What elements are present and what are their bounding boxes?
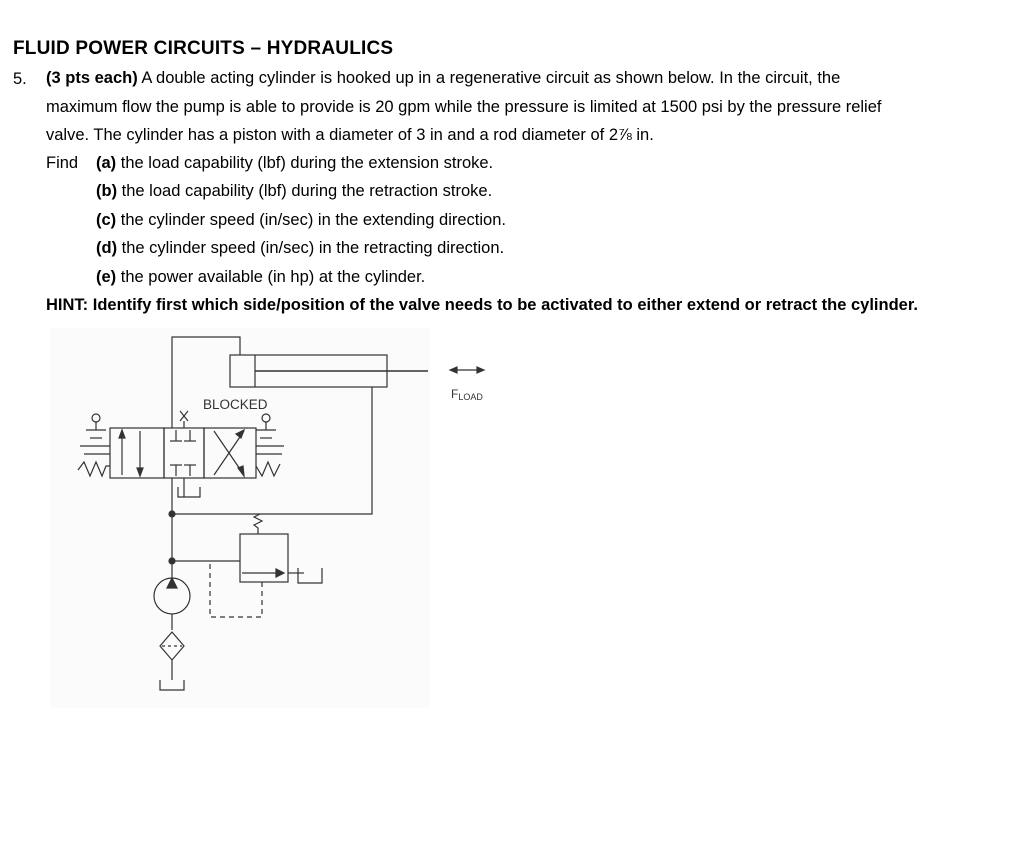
problem-statement-line-2: maximum flow the pump is able to provide is 20 gpm while the pressure is limited at 1500 psi by the pressure relief	[46, 98, 882, 116]
question-text: the load capability (lbf) during the extension stroke.	[116, 154, 494, 172]
question-b	[96, 182, 492, 201]
points-label: (3 pts each)	[46, 69, 138, 87]
question-tag: (d)	[96, 239, 118, 257]
question-c	[96, 211, 506, 230]
hint-text: HINT: Identify first which side/position of the valve needs to be activated to either extend or retract the cylinder.	[46, 296, 918, 314]
problem-number: 5.	[13, 70, 27, 88]
question-text: the power available (in hp) at the cylinder.	[116, 268, 426, 286]
page-title: FLUID POWER CIRCUITS – HYDRAULICS	[13, 38, 394, 59]
question-text: the cylinder speed (in/sec) in the extending direction.	[116, 211, 506, 229]
question-tag: (b)	[96, 182, 118, 200]
regenerative-circuit-diagram	[50, 328, 510, 710]
question-tag: (e)	[96, 268, 117, 286]
problem-statement-line-3: valve. The cylinder has a piston with a diameter of 3 in and a rod diameter of 2⅞ in.	[46, 126, 654, 144]
statement-text-1: A double acting cylinder is hooked up in a regenerative circuit as shown below. In the circuit, the	[137, 69, 841, 87]
blocked-label: BLOCKED	[203, 397, 268, 412]
question-text: the load capability (lbf) during the retraction stroke.	[117, 182, 493, 200]
question-d	[96, 239, 504, 258]
question-text: the cylinder speed (in/sec) in the retracting direction.	[117, 239, 505, 257]
question-a	[96, 154, 493, 173]
find-label: Find	[46, 154, 79, 172]
question-tag: (c)	[96, 211, 117, 229]
load-label: FLOAD	[451, 387, 483, 402]
question-tag: (a)	[96, 154, 117, 172]
problem-statement-line-1	[46, 64, 1006, 93]
load-arrow-icon	[450, 367, 484, 373]
question-e	[96, 268, 425, 287]
